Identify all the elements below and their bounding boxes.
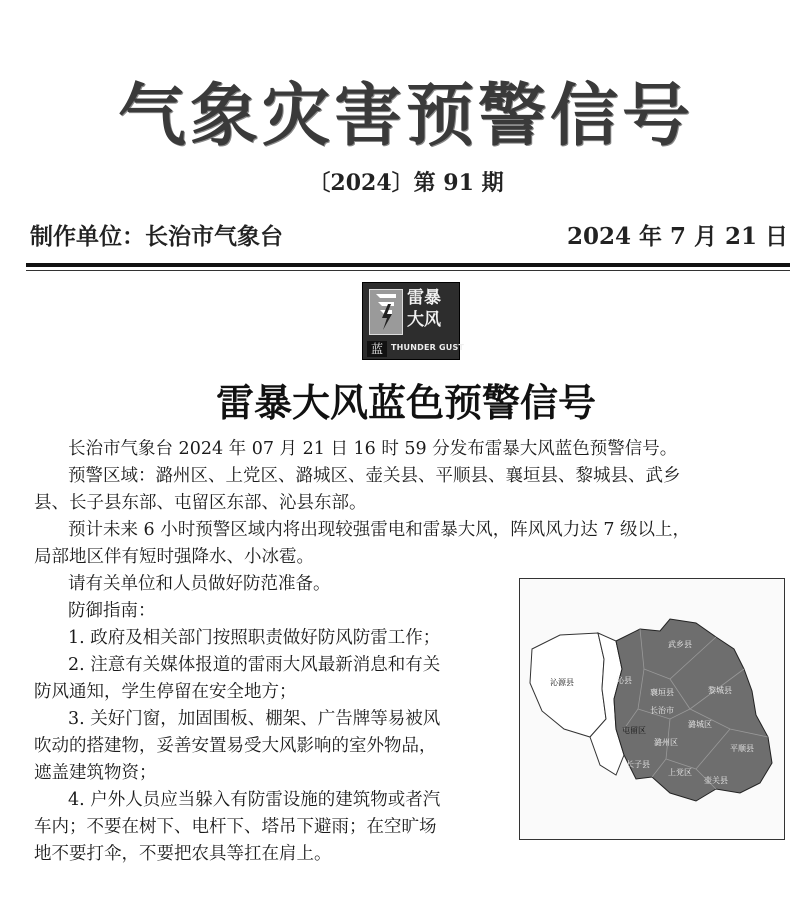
guide-item-3-line3: 遮盖建筑物资； <box>34 763 157 783</box>
map-label-zhangzi: 长子县 <box>626 760 650 769</box>
guide-item-3-line1: 3. 关好门窗，加固围板、棚架、广告牌等易被风 <box>68 709 441 729</box>
map-label-wuxiang: 武乡县 <box>668 640 692 649</box>
map-label-qinyuan: 沁源县 <box>550 678 574 687</box>
paragraph-forecast-line2: 局部地区伴有短时强降水、小冰雹。 <box>34 547 314 567</box>
map-label-changzhi: 长治市 <box>650 706 674 715</box>
guide-item-4-line3: 地不要打伞，不要把农具等扛在肩上。 <box>34 844 332 864</box>
map-label-pingshun: 平顺县 <box>730 744 754 753</box>
guide-item-3-line2: 吹动的搭建物，妥善安置易受大风影响的室外物品， <box>34 736 437 756</box>
icon-english-name: THUNDER GUST <box>391 343 465 352</box>
icon-level-badge: 蓝 <box>367 341 387 357</box>
guide-item-1: 1. 政府及相关部门按照职责做好防风防雷工作； <box>68 628 441 648</box>
warning-area-map <box>519 578 785 840</box>
document-title: 气象灾害预警信号 <box>117 77 694 156</box>
guide-item-4-line1: 4. 户外人员应当躲入有防雷设施的建筑物或者汽 <box>68 790 441 810</box>
map-label-shangdang: 上党区 <box>668 768 692 777</box>
guide-item-2-line1: 2. 注意有关媒体报道的雷雨大风最新消息和有关 <box>68 655 441 675</box>
map-label-xiangyuan: 襄垣县 <box>650 688 674 697</box>
paragraph-area-line1: 预警区域：潞州区、上党区、潞城区、壶关县、平顺县、襄垣县、黎城县、武乡 <box>68 466 681 486</box>
thunder-gust-blue-icon <box>362 282 465 360</box>
paragraph-prepare: 请有关单位和人员做好防范准备。 <box>68 574 331 594</box>
warning-title: 雷暴大风蓝色预警信号 <box>215 381 596 425</box>
issue-number: 〔2024〕第 91 期 <box>308 170 504 196</box>
header-divider-thin <box>26 270 790 271</box>
guide-item-4-line2: 车内；不要在树下、电杆下、塔吊下避雨；在空旷场 <box>34 817 437 837</box>
paragraph-forecast-line1: 预计未来 6 小时预警区域内将出现较强雷电和雷暴大风，阵风风力达 7 级以上， <box>68 520 691 540</box>
paragraph-issue: 长治市气象台 2024 年 07 月 21 日 16 时 59 分发布雷暴大风蓝色预警信号。 <box>68 439 678 459</box>
map-label-qin: 沁县 <box>616 676 632 685</box>
map-label-huguan: 壶关县 <box>704 776 728 785</box>
wind-lightning-icon <box>369 289 403 335</box>
paragraph-area-line2: 县、长子县东部、屯留区东部、沁县东部。 <box>34 493 367 513</box>
header-divider-thick <box>26 263 790 267</box>
icon-name: 雷暴 大风 <box>407 288 441 330</box>
issuing-unit: 制作单位：长治市气象台 <box>30 223 283 250</box>
map-label-tunliu: 屯留区 <box>622 726 646 735</box>
guide-title: 防御指南： <box>68 601 156 621</box>
map-label-lucheng: 潞城区 <box>688 720 712 729</box>
guide-item-2-line2: 防风通知，学生停留在安全地方； <box>34 682 297 702</box>
map-label-licheng: 黎城县 <box>708 686 732 695</box>
issue-date: 2024 年 7 月 21 日 <box>566 223 788 250</box>
map-label-luzhou: 潞州区 <box>654 738 678 747</box>
